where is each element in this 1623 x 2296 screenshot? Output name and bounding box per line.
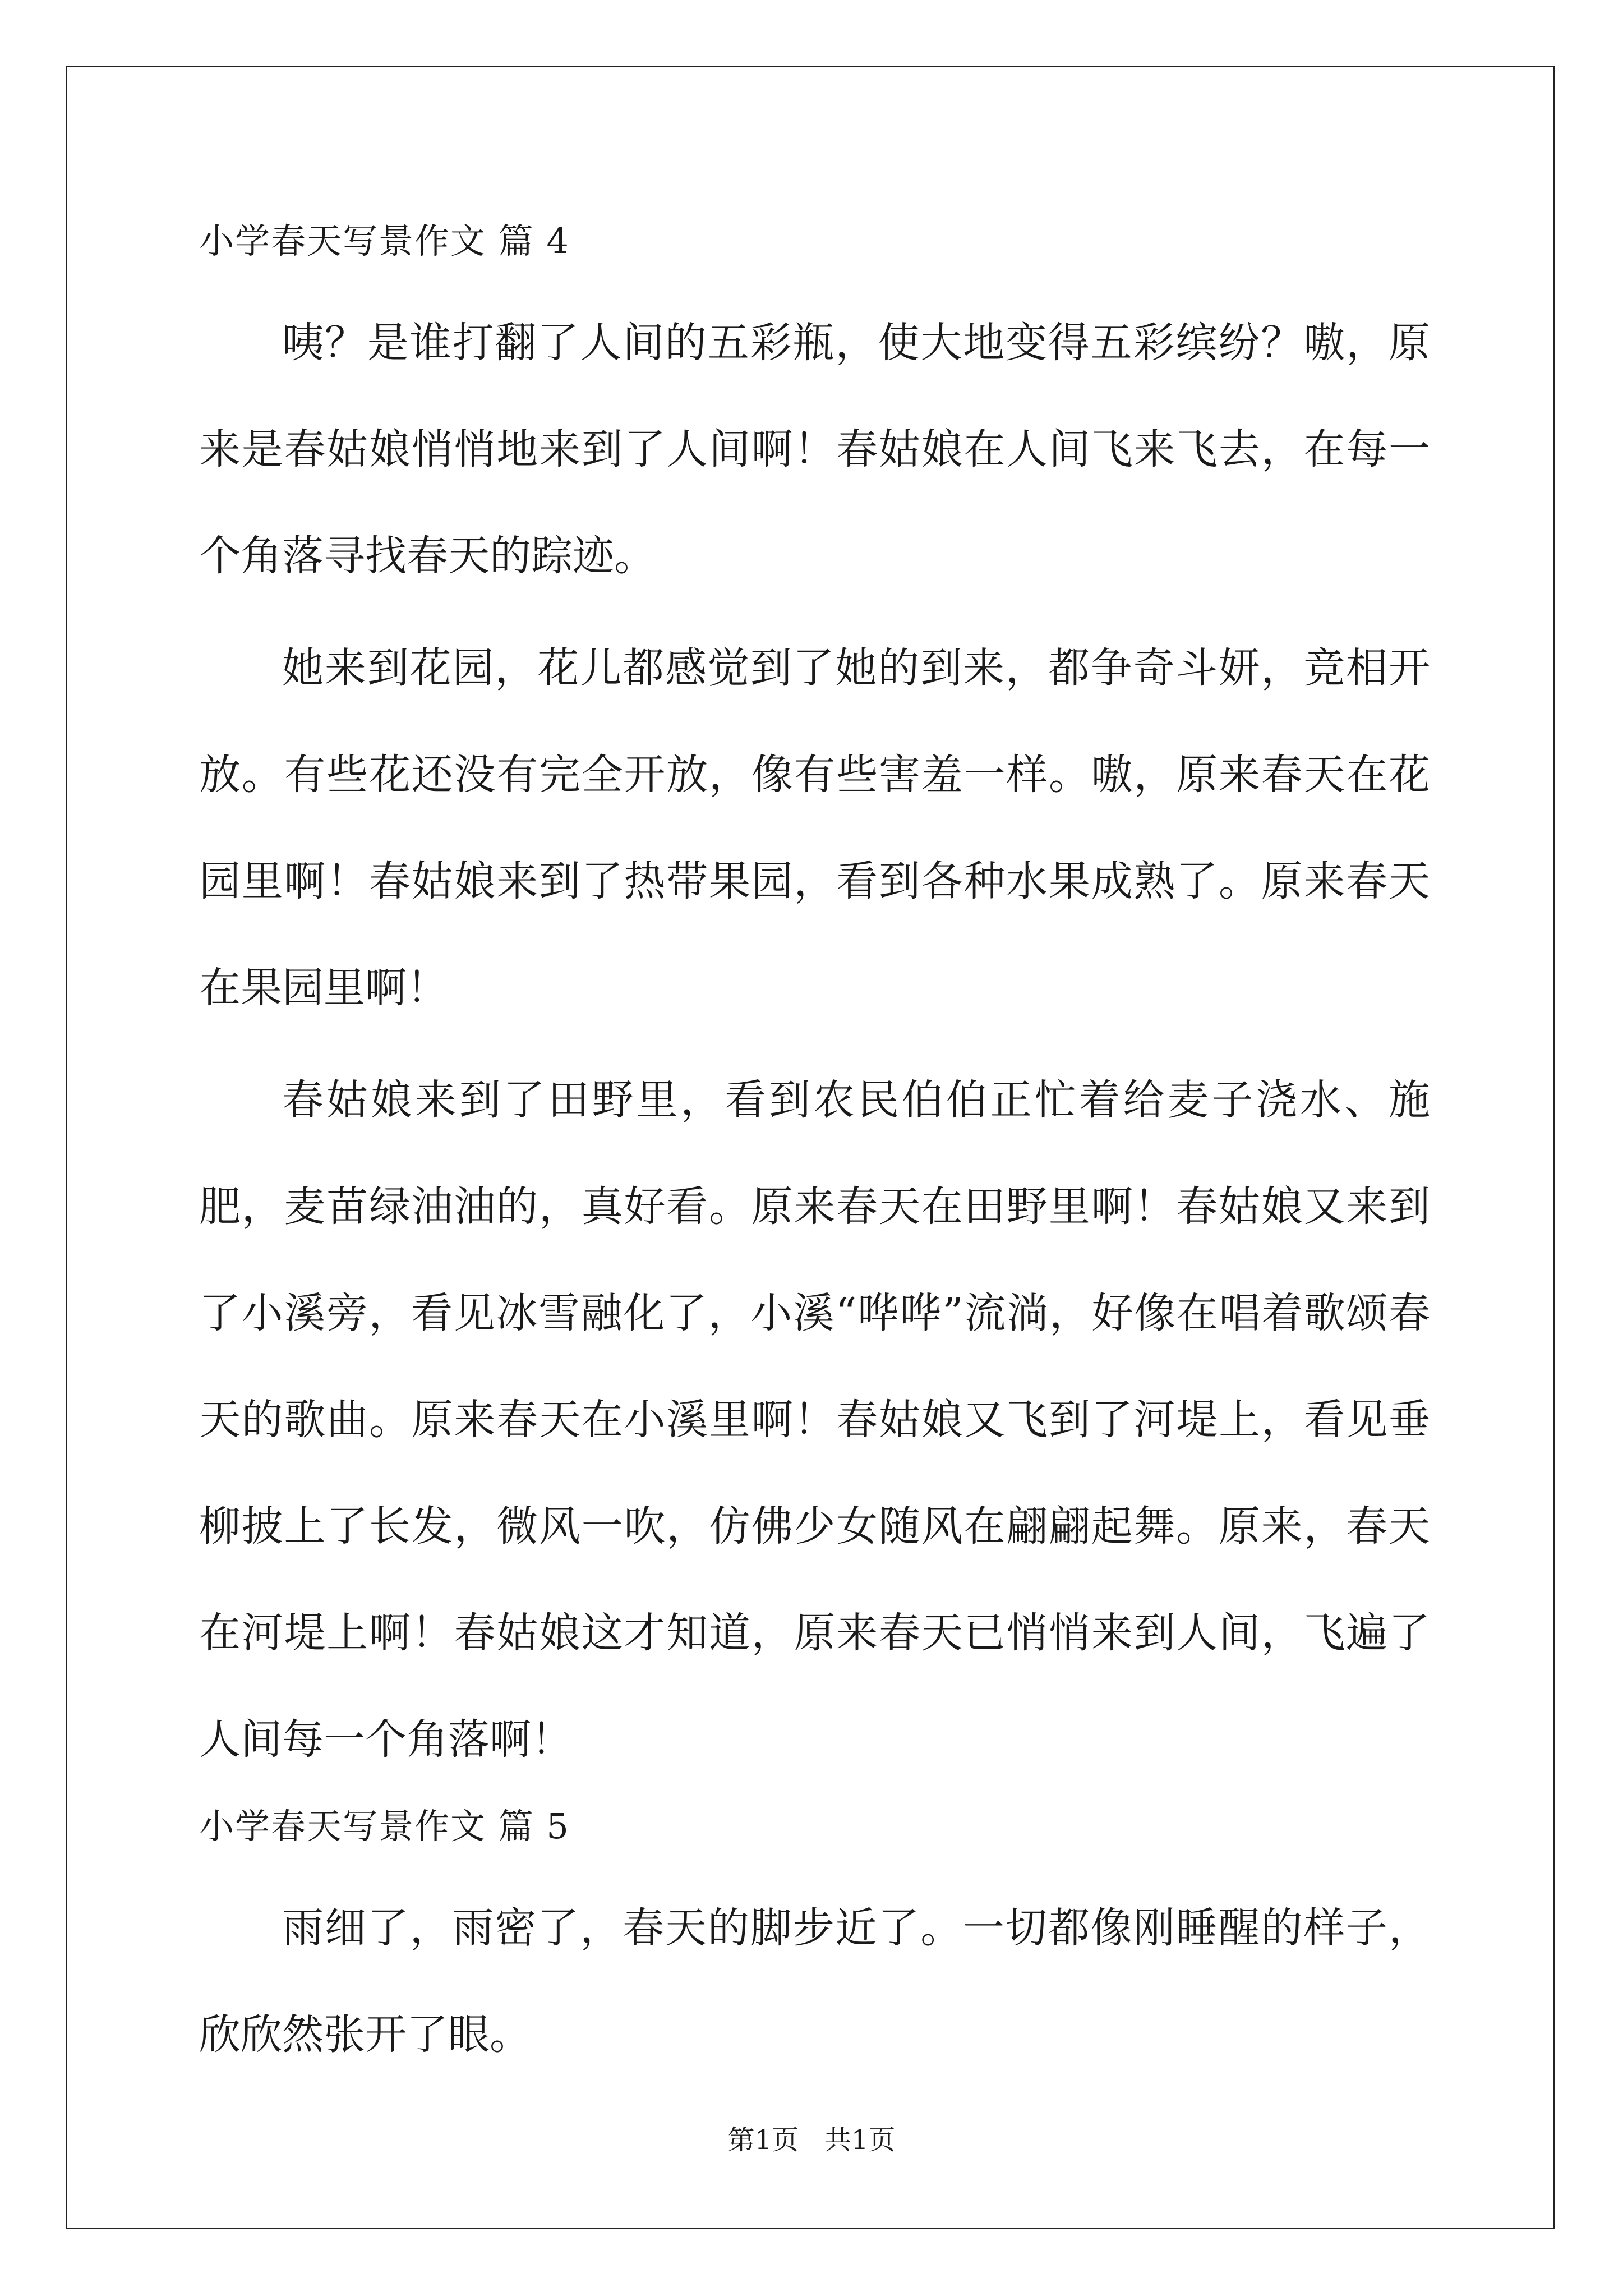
paragraph: 咦？是谁打翻了人间的五彩瓶，使大地变得五彩缤纷？嗷，原来是春姑娘悄悄地来到了人间啊！春姑娘在人间飞来飞去，在每一个角落寻找春天的踪迹。	[199, 319, 1430, 580]
paragraph: 春姑娘来到了田野里，看到农民伯伯正忙着给麦子浇水、施肥，麦苗绿油油的，真好看。原来春天在田野里啊！春姑娘又来到了小溪旁，看见冰雪融化了，小溪“哗哗”流淌，好像在唱着歌颂春天的歌曲。原来春天在小溪里啊！春姑娘又飞到了河堤上，看见垂柳披上了长发，微风一吹，仿佛少女随风在翩翩起舞。原来，春天在河堤上啊！春姑娘这才知道，原来春天已悄悄来到人间，飞遍了人间每一个角落啊！	[199, 1076, 1430, 1764]
document-body	[199, 222, 1430, 2124]
page-footer: 第1页 共1页	[727, 2124, 896, 2156]
paragraph: 雨细了，雨密了，春天的脚步近了。一切都像刚睡醒的样子，欣欣然张开了眼。	[199, 1904, 1430, 2059]
section-heading: 小学春天写景作文 篇 5	[199, 1806, 570, 1847]
paragraph: 她来到花园，花儿都感觉到了她的到来，都争奇斗妍，竞相开放。有些花还没有完全开放，像有些害羞一样。嗷，原来春天在花园里啊！春姑娘来到了热带果园，看到各种水果成熟了。原来春天在果园里啊！	[199, 644, 1430, 1012]
section-heading: 小学春天写景作文 篇 4	[199, 220, 570, 261]
